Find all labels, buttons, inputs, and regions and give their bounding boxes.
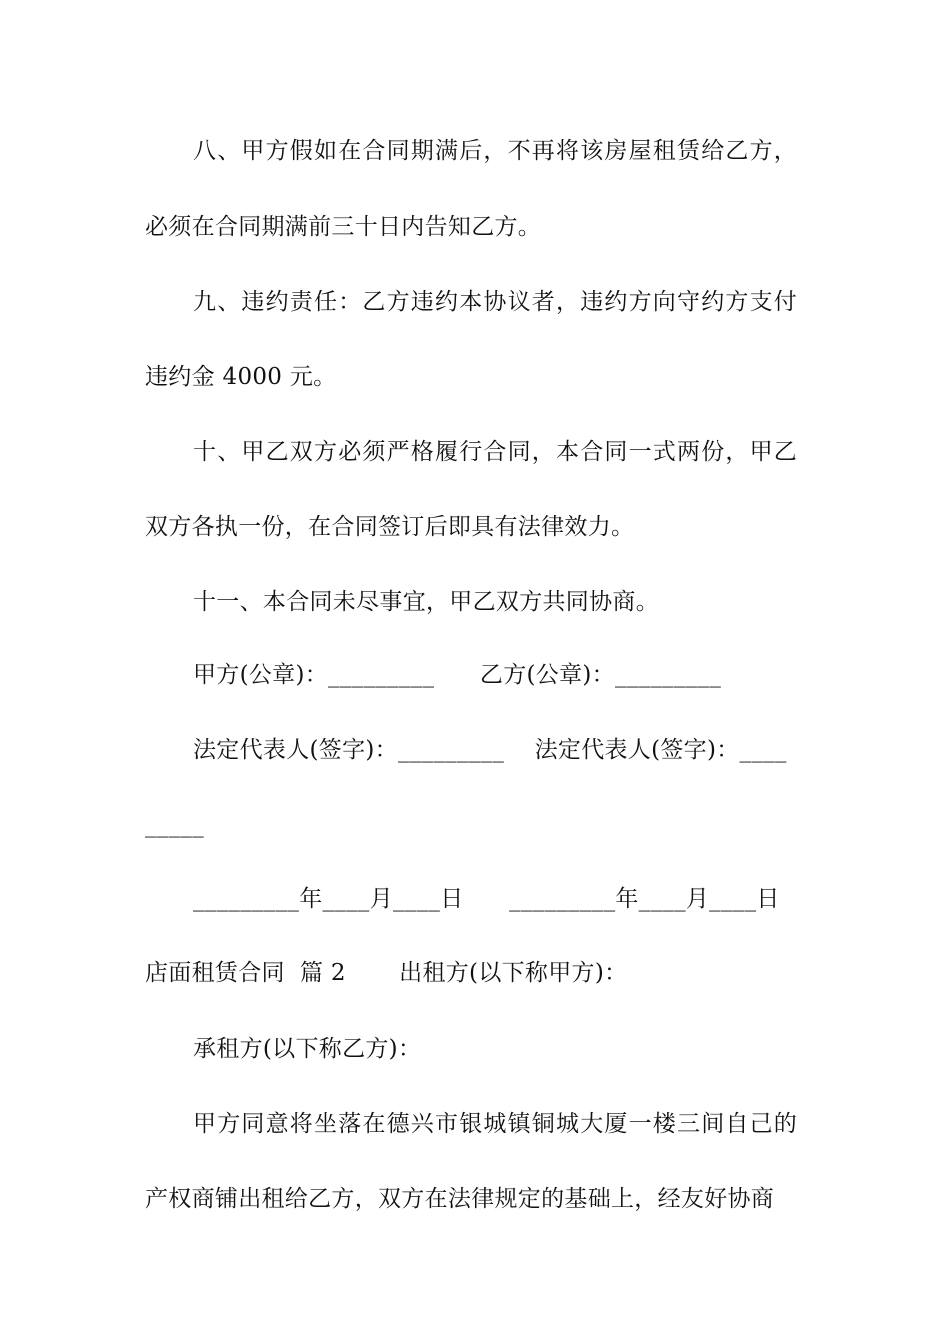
clause-11-line: 十一、本合同未尽事宜，甲乙双方共同协商。 (193, 589, 659, 615)
clause-10-line-2: 双方各执一份，在合同签订后即具有法律效力。 (145, 514, 635, 540)
clause-9-line-1: 九、违约责任：乙方违约本协议者，违约方向守约方支付 (193, 289, 798, 315)
clause-10-line-1: 十、甲乙双方必须严格履行合同，本合同一式两份，甲乙 (193, 439, 798, 465)
seal-line: 甲方(公章)：_________ 乙方(公章)：_________ (193, 662, 722, 688)
contract-2-heading: 店面租赁合同 篇 2 出租方(以下称甲方)： (145, 960, 628, 986)
lessee-line: 承租方(以下称乙方)： (193, 1036, 422, 1062)
contract-2-body-line-2: 产权商铺出租给乙方，双方在法律规定的基础上，经友好协商 (145, 1186, 775, 1212)
clause-8-line-2: 必须在合同期满前三十日内告知乙方。 (145, 214, 542, 240)
representative-signature-line: 法定代表人(签字)：_________ 法定代表人(签字)：____ (193, 737, 787, 763)
signature-underline-continuation: _____ (145, 812, 204, 838)
clause-9-line-2: 违约金 4000 元。 (145, 364, 337, 390)
date-line: _________年____月____日 _________年____月____日 (193, 886, 780, 912)
clause-8-line-1: 八、甲方假如在合同期满后，不再将该房屋租赁给乙方， (193, 138, 798, 164)
contract-2-body-line-1: 甲方同意将坐落在德兴市银城镇铜城大厦一楼三间自己的 (193, 1111, 798, 1137)
